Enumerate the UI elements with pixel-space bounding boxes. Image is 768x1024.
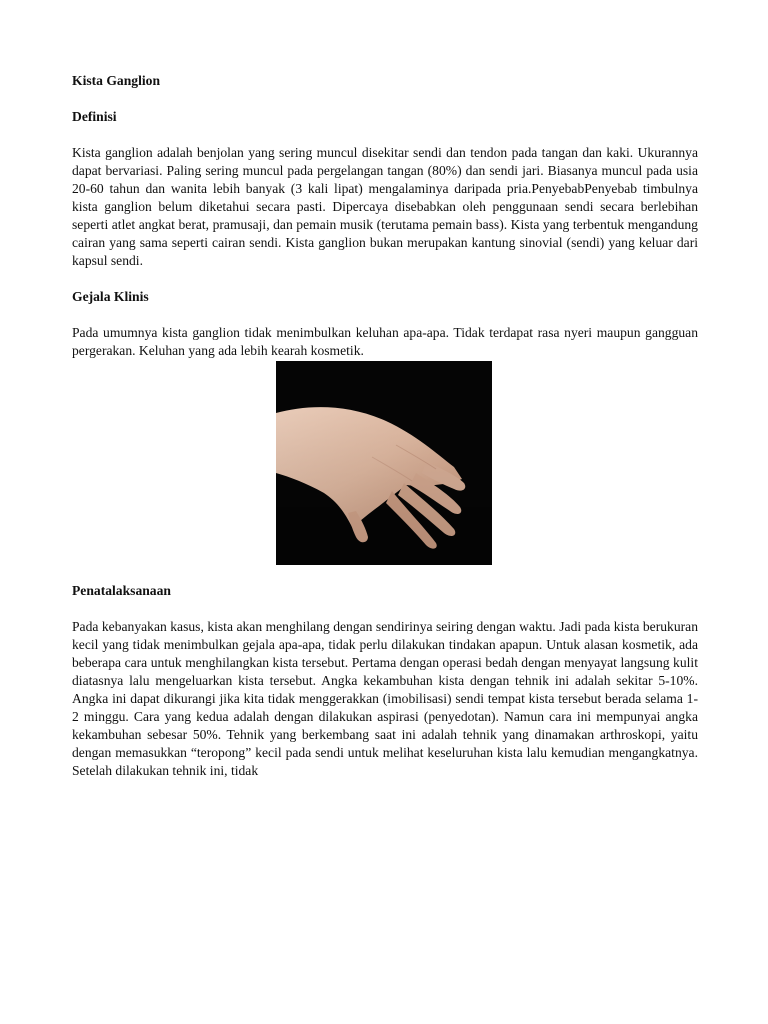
- text-line: (terutama pemain bass). Kista yang terbentuk mengandung cairan yang sama seperti cairan sendi. Kista: [72, 217, 698, 250]
- document-title: Kista Ganglion: [72, 73, 161, 88]
- hand-photo: [276, 361, 492, 565]
- text-line: kista dengan tehnik ini adalah sekitar 5-10%. Angka ini dapat dikurangi jika kita tidak menggerakkan: [72, 673, 699, 706]
- text-line: kista berukuran kecil yang tidak menimbulkan gejala apa-apa, tidak perlu dilakukan tindakan apapun.: [72, 619, 698, 652]
- paragraph-gejala-klinis: [72, 324, 698, 360]
- text-line: Pada umumnya kista ganglion tidak menimbulkan keluhan apa-apa. Tidak terdapat rasa nyeri maupun: [72, 325, 641, 340]
- section-heading-gejala-klinis: Gejala Klinis: [72, 289, 149, 304]
- text-line: Kista ganglion adalah benjolan yang sering muncul disekitar sendi dan tendon pada tangan dan kaki.: [72, 145, 634, 160]
- text-line: oleh penggunaan sendi secara berlebihan seperti atlet angkat berat, pramusaji, dan pemain musik: [72, 199, 698, 232]
- paragraph-penatalaksanaan: [72, 618, 698, 780]
- text-line: gangguan pergerakan. Keluhan yang ada lebih kearah kosmetik.: [72, 325, 698, 358]
- text-line: Untuk alasan kosmetik, ada beberapa cara untuk menghilangkan kista tersebut. Pertama dengan operasi: [72, 637, 698, 670]
- hand-illustration: [276, 361, 492, 565]
- text-line: ganglion bukan merupakan kantung sinovial (sendi) yang keluar dari kapsul sendi.: [72, 235, 698, 268]
- text-line: dilakukan aspirasi (penyedotan). Namun cara ini mempunyai angka kekambuhan sebesar 50%. Tehnik: [72, 709, 698, 742]
- text-line: dilakukan tehnik ini, tidak: [115, 763, 259, 778]
- text-line: bedah dengan menyayat langsung kulit diatasnya lalu mengeluarkan kista tersebut. Angka kekambuhan: [72, 655, 698, 688]
- text-line: (imobilisasi) sendi tempat kista tersebut berada selama 1-2 minggu. Cara yang kedua adalah dengan: [72, 691, 699, 724]
- text-line: pria.PenyebabPenyebab timbulnya kista ganglion belum diketahui secara pasti. Dipercaya disebabkan: [72, 181, 698, 214]
- document-page: [72, 72, 698, 780]
- text-line: Biasanya muncul pada usia 20-60 tahun dan wanita lebih banyak (3 kali lipat) mengalaminya daripada: [72, 163, 698, 196]
- section-heading-penatalaksanaan: Penatalaksanaan: [72, 583, 171, 598]
- text-line: Ukurannya dapat bervariasi. Paling sering muncul pada pergelangan tangan (80%) dan sendi jari.: [72, 145, 698, 178]
- text-line: yang berkembang saat ini adalah tehnik yang dinamakan arthroskopi, yaitu dengan memasukkan: [72, 727, 699, 760]
- text-line: Pada kebanyakan kasus, kista akan menghilang dengan sendirinya seiring dengan waktu. Jadi pada: [72, 619, 611, 634]
- figure-wrapper: [72, 361, 698, 565]
- paragraph-definisi: [72, 144, 698, 270]
- section-heading-definisi: Definisi: [72, 109, 117, 124]
- text-line: “teropong” kecil pada sendi untuk melihat keseluruhan kista lalu kemudian mengangkatnya. Setelah: [72, 745, 698, 778]
